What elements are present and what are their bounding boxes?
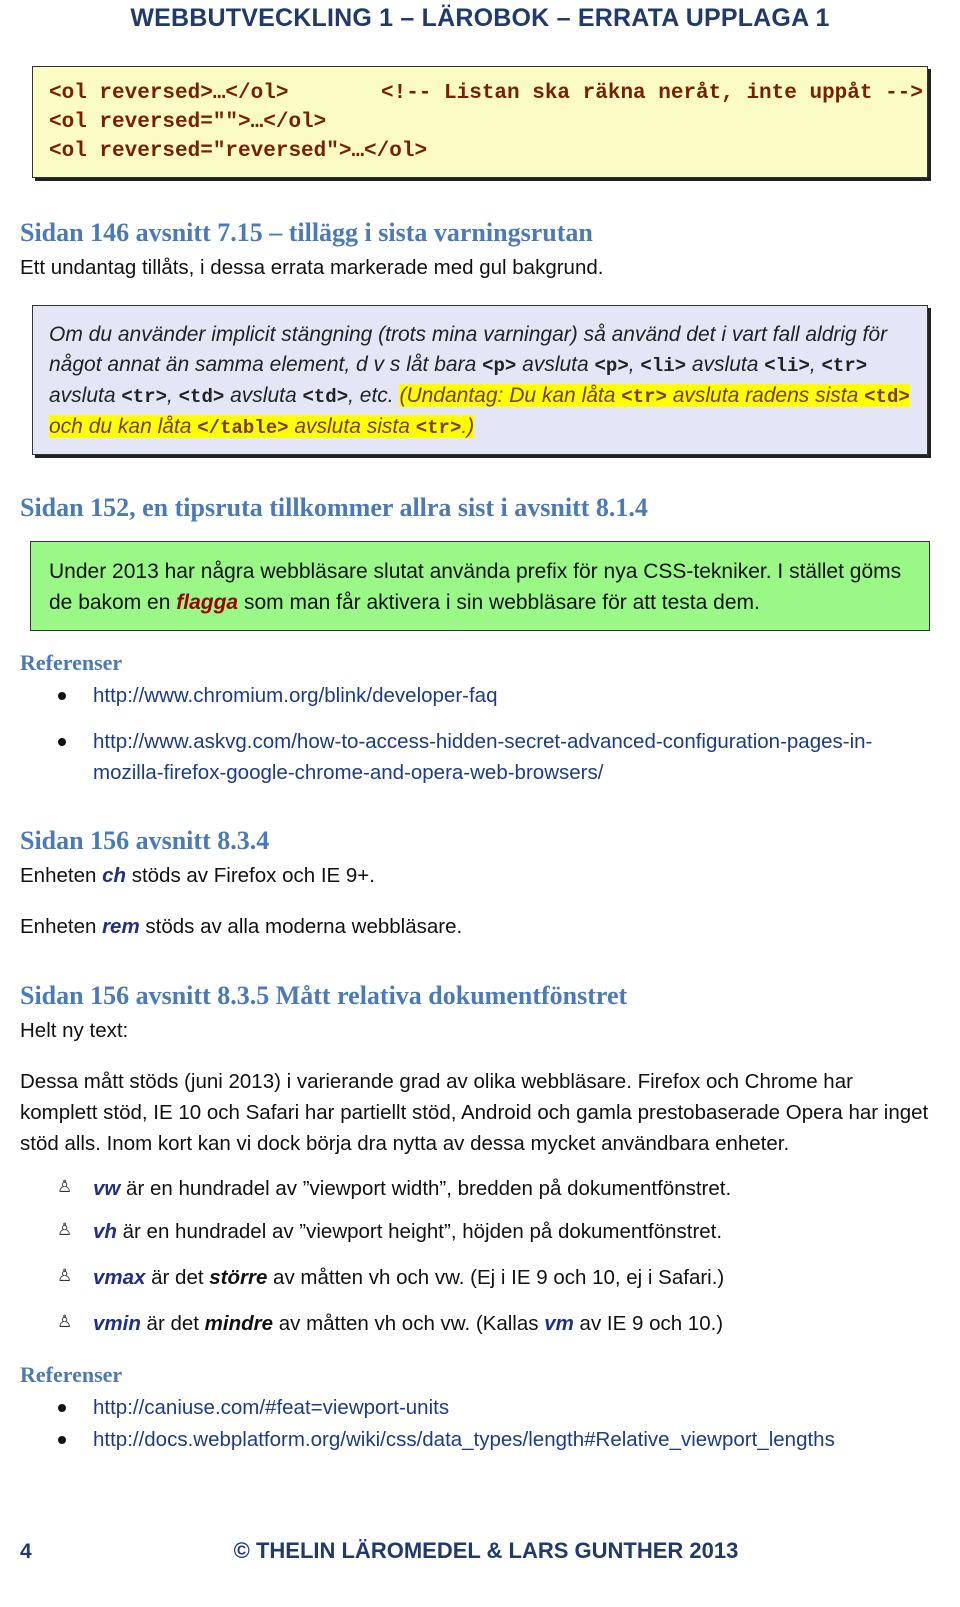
unit-keyword: vm bbox=[544, 1312, 574, 1335]
warning-text: avsluta bbox=[224, 384, 303, 407]
code-tag: <tr> bbox=[821, 355, 868, 377]
paragraph-text: Enheten bbox=[20, 915, 103, 938]
pawn-bullet-icon: ♙ bbox=[57, 1312, 73, 1331]
pawn-bullet-icon: ♙ bbox=[57, 1220, 73, 1239]
code-example-box bbox=[32, 66, 928, 178]
page-header-title: WEBBUTVECKLING 1 – LÄROBOK – ERRATA UPPLAGA 1 bbox=[130, 4, 830, 32]
tip-text: som man får aktivera i sin webbläsare för att testa dem. bbox=[238, 591, 760, 614]
pawn-bullet-icon: ♙ bbox=[57, 1177, 73, 1196]
tip-flag-word: flagga bbox=[176, 591, 239, 614]
warning-text: , bbox=[809, 353, 822, 376]
warning-text: avsluta bbox=[516, 353, 595, 376]
bullet-icon bbox=[58, 1404, 66, 1412]
code-tag: <tr> bbox=[621, 386, 667, 408]
section-146-intro: Ett undantag tillåts, i dessa errata markerade med gul bakgrund. bbox=[20, 256, 604, 279]
tip-text: Under 2013 har några webbläsare slutat använda prefix för nya CSS-tekniker. I stället göms de bakom en bbox=[49, 560, 902, 614]
warning-text: , bbox=[166, 384, 179, 407]
exception-text: och du kan låta bbox=[49, 415, 198, 438]
warning-text: avsluta bbox=[49, 384, 122, 407]
exception-text: avsluta sista bbox=[288, 415, 416, 438]
bullet-icon bbox=[58, 1436, 66, 1444]
references-heading: Referenser bbox=[20, 1362, 123, 1387]
paragraph-text: stöds av alla moderna webbläsare. bbox=[139, 915, 463, 938]
code-line-3: <ol reversed="reversed">…</ol> bbox=[49, 140, 428, 163]
warning-text: , etc. bbox=[348, 384, 400, 407]
section-body: Dessa mått stöds (juni 2013) i varierande grad av olika webbläsare. Firefox och Chrome har komplett stöd, IE 10 och Safari har partiellt stöd, Android och gamla prestobaserade Opera har inget stöd alls. Inom kort kan vi dock börja dra nytta av dessa mycket användbara enheter. bbox=[20, 1070, 929, 1155]
list-item-text: är det bbox=[140, 1312, 205, 1335]
tip-box bbox=[30, 541, 930, 631]
section-heading-1564: Sidan 156 avsnitt 8.3.4 bbox=[20, 826, 270, 855]
code-tag: <tr> bbox=[121, 386, 167, 408]
code-tag: <li> bbox=[764, 355, 810, 377]
list-item-text: av måtten vh och vw. (Ej i IE 9 och 10, ej i Safari.) bbox=[267, 1266, 725, 1289]
unit-keyword: vh bbox=[93, 1220, 117, 1243]
section-heading-146: Sidan 146 avsnitt 7.15 – tillägg i sista varningsrutan bbox=[20, 218, 593, 247]
references-heading: Referenser bbox=[20, 650, 123, 675]
paragraph-text: Enheten bbox=[20, 864, 103, 887]
exception-text: avsluta radens sista bbox=[666, 384, 865, 407]
warning-text: avsluta bbox=[686, 353, 765, 376]
code-tag: <td> bbox=[178, 386, 225, 408]
warning-text: Om du använder implicit stängning (trots mina varningar) så använd det i vart fall aldrig för något annat än samma element, d v s låt bara bbox=[49, 323, 888, 376]
reference-link[interactable]: http://www.askvg.com/how-to-access-hidden-secret-advanced-configuration-pages-in- bbox=[93, 730, 873, 753]
page-number: 4 bbox=[20, 1540, 32, 1563]
pawn-bullet-icon: ♙ bbox=[57, 1266, 73, 1285]
reference-link[interactable]: http://www.chromium.org/blink/developer-faq bbox=[93, 684, 498, 707]
exception-text: .) bbox=[461, 415, 475, 438]
list-item bbox=[93, 1262, 724, 1293]
unit-keyword: vmin bbox=[93, 1312, 141, 1335]
list-item bbox=[93, 1173, 731, 1204]
reference-link[interactable]: http://docs.webplatform.org/wiki/css/data_types/length#Relative_viewport_lengths bbox=[93, 1428, 835, 1451]
reference-link-continued[interactable]: mozilla-firefox-google-chrome-and-opera-web-browsers/ bbox=[93, 761, 604, 784]
list-item bbox=[93, 1308, 723, 1339]
code-tag: </table> bbox=[197, 417, 289, 439]
list-item-text: är det bbox=[145, 1266, 210, 1289]
exception-text: (Undantag: Du kan låta bbox=[399, 384, 622, 407]
bullet-icon bbox=[58, 692, 66, 700]
emphasis: mindre bbox=[204, 1312, 274, 1335]
warning-box bbox=[32, 305, 928, 455]
list-item-text: är en hundradel av ”viewport width”, bredden på dokumentfönstret. bbox=[120, 1177, 732, 1200]
section-heading-1565: Sidan 156 avsnitt 8.3.5 Mått relativa dokumentfönstret bbox=[20, 981, 628, 1010]
code-line-2: <ol reversed="">…</ol> bbox=[49, 111, 327, 134]
paragraph-text: stöds av Firefox och IE 9+. bbox=[126, 864, 375, 887]
section-heading-152: Sidan 152, en tipsruta tillkommer allra sist i avsnitt 8.1.4 bbox=[20, 493, 648, 522]
warning-text: , bbox=[628, 353, 641, 376]
code-tag: <li> bbox=[640, 355, 687, 377]
unit-keyword: vw bbox=[93, 1177, 121, 1200]
code-tag: <p> bbox=[594, 355, 629, 377]
code-tag: <tr> bbox=[415, 417, 462, 439]
unit-keyword: ch bbox=[102, 864, 127, 887]
unit-rem-paragraph bbox=[20, 911, 462, 942]
list-item-text: av måtten vh och vw. (Kallas bbox=[273, 1312, 545, 1335]
bullet-icon bbox=[58, 738, 66, 746]
footer-copyright: © THELIN LÄROMEDEL & LARS GUNTHER 2013 bbox=[233, 1538, 739, 1563]
list-item-text: av IE 9 och 10.) bbox=[573, 1312, 724, 1335]
unit-keyword: vmax bbox=[93, 1266, 146, 1289]
code-tag: <td> bbox=[864, 386, 910, 408]
code-comment: <!-- Listan ska räkna neråt, inte uppåt --> bbox=[381, 82, 923, 105]
emphasis: större bbox=[209, 1266, 268, 1289]
reference-link[interactable]: http://caniuse.com/#feat=viewport-units bbox=[93, 1396, 450, 1419]
code-tag: <td> bbox=[302, 386, 349, 408]
list-item-text: är en hundradel av ”viewport height”, höjden på dokumentfönstret. bbox=[116, 1220, 723, 1243]
section-subhead: Helt ny text: bbox=[20, 1019, 129, 1042]
unit-keyword: rem bbox=[102, 915, 140, 938]
code-tag: <p> bbox=[482, 355, 517, 377]
unit-ch-paragraph bbox=[20, 860, 375, 891]
list-item bbox=[93, 1216, 722, 1247]
code-line-1: <ol reversed>…</ol> bbox=[49, 82, 289, 105]
